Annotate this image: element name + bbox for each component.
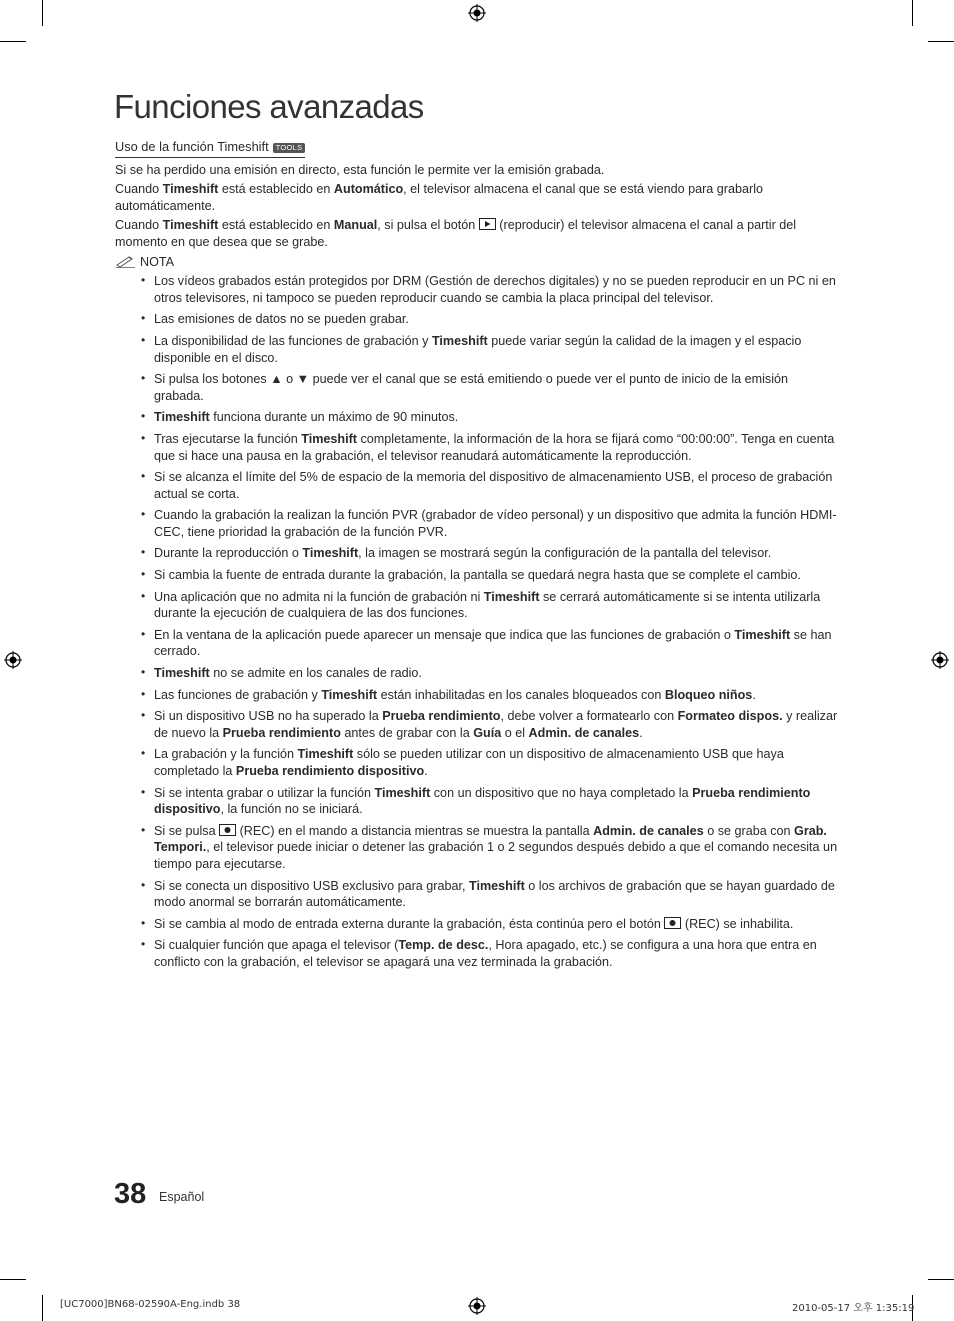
list-item	[141, 784, 840, 818]
bold-term: Prueba rendimiento dispositivo	[235, 764, 425, 778]
crop-mark	[0, 41, 26, 42]
text-run: .	[639, 725, 643, 740]
text-run: se han cerrado.	[154, 627, 832, 659]
bullet-icon: •	[141, 507, 146, 522]
text-run: Una aplicación que no admita ni la función de grabación ni	[154, 589, 484, 604]
text-run: Si se cambia al modo de entrada externa durante la grabación, ésta continúa pero el botón	[154, 916, 665, 931]
note-pencil-icon	[115, 255, 137, 268]
note-text: Si se alcanza el límite del 5% de espacio de la memoria del dispositivo de almacenamiento USB, el proceso de grabación actual se corta.	[154, 470, 833, 501]
text-run: Tras ejecutarse la función	[154, 431, 302, 446]
bullet-icon: •	[141, 588, 146, 603]
list-item	[141, 567, 840, 584]
text-run: se cerrará automáticamente si se intenta utilizarla durante la ejecución de cualquiera de las dos funciones.	[154, 589, 821, 621]
text-run: Si se conecta un dispositivo USB exclusivo para grabar,	[154, 878, 470, 893]
text-run: , la función no se iniciará.	[220, 802, 363, 817]
bold-term: Timeshift	[321, 687, 378, 702]
bold-term: Formateo dispos.	[677, 709, 783, 724]
list-item	[141, 665, 840, 682]
bullet-icon: •	[141, 915, 146, 930]
bold-term: Timeshift	[302, 546, 359, 561]
bold-term: Prueba rendimiento	[222, 725, 341, 740]
text-run: está establecido en	[218, 218, 334, 233]
bullet-icon: •	[141, 937, 146, 952]
auto-paragraph	[115, 181, 840, 214]
note-text: Si cambia la fuente de entrada durante la grabación, la pantalla se quedará negra hasta que se complete el cambio.	[154, 568, 801, 583]
text-run: , la imagen se mostrará según la configuración de la pantalla del televisor.	[358, 546, 772, 561]
text-run: , debe volver a formatearlo con	[500, 709, 678, 724]
bullet-icon: •	[141, 430, 146, 445]
text-run: Si cualquier función que apaga el televisor (	[154, 938, 399, 953]
text-run: sólo se pueden utilizar con un dispositivo de almacenamiento USB que haya completado la	[154, 747, 784, 778]
page-title: Funciones avanzadas	[114, 88, 424, 125]
text-run: .	[424, 764, 428, 778]
list-item	[141, 626, 840, 660]
section-heading-text: Uso de la función Timeshift	[115, 139, 269, 154]
intro-paragraph: Si se ha perdido una emisión en directo, esta función le permite ver la emisión grabada.	[115, 162, 605, 177]
list-item	[141, 371, 840, 404]
page-language: Español	[159, 1190, 205, 1204]
text-run: y realizar de nuevo la	[154, 709, 838, 740]
bullet-icon: •	[141, 469, 146, 484]
list-item	[141, 746, 840, 779]
text-run: Si un dispositivo USB no ha superado la	[154, 709, 383, 724]
bold-term: Timeshift	[469, 878, 525, 893]
list-item	[141, 311, 840, 328]
bold-term: Temp. de desc.	[398, 938, 489, 953]
list-item	[141, 409, 840, 426]
crop-mark	[912, 0, 913, 26]
bold-term: Timeshift	[301, 431, 357, 446]
text-run: puede variar según la calidad de la imagen y el espacio disponible en el disco.	[154, 333, 802, 365]
list-item	[141, 430, 840, 464]
section-heading	[115, 139, 305, 158]
text-run: En la ventana de la aplicación puede aparecer un mensaje que indica que las funciones de grabación o	[154, 627, 735, 642]
text-run: Cuando	[115, 218, 163, 233]
manual-paragraph	[115, 217, 840, 250]
list-item	[141, 822, 840, 873]
text-run: Si se intenta grabar o utilizar la función	[154, 785, 375, 800]
text-run: , el televisor puede iniciar o detener las grabación 1 o 2 segundos después debido a que el comando necesita un tiempo para ejecutarse.	[154, 840, 838, 871]
crop-mark	[928, 1279, 954, 1280]
page-number: 38	[114, 1178, 147, 1210]
bold-term: Automático	[333, 182, 404, 197]
crop-mark	[0, 1279, 26, 1280]
bullet-icon: •	[141, 311, 146, 326]
bold-term: Admin. de canales	[593, 823, 704, 838]
text-run: con un dispositivo que no haya completado la	[430, 785, 693, 800]
text-run: (reproducir) el televisor almacena el canal a partir del momento en que desea que se grabe.	[115, 218, 797, 249]
bold-term: Bloqueo niños	[664, 687, 753, 702]
crop-mark	[928, 41, 954, 42]
list-item	[141, 915, 840, 933]
text-run: (REC) se inhabilita.	[681, 916, 794, 931]
text-run: .	[752, 687, 756, 702]
bullet-icon: •	[141, 545, 146, 560]
bullet-icon: •	[141, 665, 146, 680]
registration-mark-icon	[468, 4, 486, 22]
crop-mark	[42, 1295, 43, 1321]
bold-term: Timeshift	[431, 333, 488, 348]
print-slug-file: [UC7000]BN68-02590A-Eng.indb 38	[60, 1299, 241, 1310]
text-run: o los archivos de grabación que se hayan guardado de modo anormal se borrarán automáticamente.	[154, 878, 835, 910]
text-run: completamente, la información de la hora se fijará como “00:00:00”. Tenga en cuenta que si hace una pausa en la grabación, el televisor reanudará automáticamente la reproducción.	[154, 431, 835, 463]
note-text: Cuando la grabación la realizan la función PVR (grabador de vídeo personal) y un dispositivo que admita la función HDMI-CEC, tiene prioridad la grabación de la función PVR.	[154, 508, 837, 539]
rec-button-icon	[664, 917, 681, 929]
bold-term: Timeshift	[154, 410, 210, 425]
list-item	[141, 937, 840, 970]
crop-mark	[42, 0, 43, 26]
text-run: o el	[501, 725, 529, 740]
bold-term: Prueba rendimiento	[382, 709, 501, 724]
text-run: , si pulsa el botón	[377, 218, 479, 233]
bold-term: Timeshift	[162, 218, 219, 233]
note-label-text: NOTA	[140, 254, 175, 269]
play-button-icon	[479, 218, 496, 230]
bullet-icon: •	[141, 784, 146, 799]
text-run: La disponibilidad de las funciones de grabación y	[154, 333, 432, 348]
list-item	[141, 545, 840, 562]
list-item	[141, 686, 840, 704]
bullet-icon: •	[141, 746, 146, 761]
text-run: , el televisor almacena el canal que se está viendo para grabarlo automáticamente.	[115, 182, 764, 213]
text-run: Si se pulsa	[154, 823, 220, 838]
list-item	[141, 708, 840, 741]
bullet-icon: •	[141, 371, 146, 386]
bold-term: Guía	[473, 725, 502, 740]
text-run: Las funciones de grabación y	[154, 687, 322, 702]
text-run: están inhabilitadas en los canales bloqueados con	[377, 687, 665, 702]
bold-term: Timeshift	[483, 589, 540, 604]
note-text: Las emisiones de datos no se pueden grabar.	[154, 312, 409, 327]
text-run: está establecido en	[218, 182, 334, 197]
text-run: (REC) en el mando a distancia mientras se muestra la pantalla	[236, 823, 594, 838]
text-run: , Hora apagado, etc.) se configura a una hora que entra en conflicto con la grabación, el televisor se apagará una vez terminada la grabación.	[154, 938, 817, 969]
bold-term: Timeshift	[734, 627, 791, 642]
text-run: Durante la reproducción o	[154, 546, 303, 561]
bold-term: Admin. de canales	[528, 725, 640, 740]
note-text: Si pulsa los botones ▲ o ▼ puede ver el canal que se está emitiendo o puede ver el punto de inicio de la emisión grabada.	[154, 372, 789, 403]
registration-mark-icon	[468, 1297, 486, 1315]
note-text: Los vídeos grabados están protegidos por DRM (Gestión de derechos digitales) y no se pueden reproducir en un PC ni en otros televisores, ni tampoco se pueden reproducir cuando se cambia la placa principal del televisor.	[154, 274, 836, 305]
bold-term: Timeshift	[297, 747, 354, 762]
text-run: o se graba con	[703, 823, 795, 838]
text-run: no se admite en los canales de radio.	[209, 666, 422, 681]
text-run: Cuando	[115, 182, 163, 197]
list-item	[141, 507, 840, 540]
bold-term: Timeshift	[162, 182, 219, 197]
bold-term: Timeshift	[154, 666, 210, 681]
bold-term: Prueba rendimiento dispositivo	[154, 785, 811, 817]
rec-button-icon	[219, 824, 236, 836]
bold-term: Grab. Tempori.	[154, 823, 827, 855]
notes-list	[115, 273, 840, 970]
bold-term: Manual	[333, 218, 378, 233]
list-item	[141, 588, 840, 622]
bullet-icon: •	[141, 686, 146, 701]
registration-mark-icon	[4, 651, 22, 669]
bullet-icon: •	[141, 626, 146, 641]
list-item	[141, 332, 840, 366]
bold-term: Timeshift	[374, 785, 431, 800]
text-run: antes de grabar con la	[340, 725, 474, 740]
list-item	[141, 273, 840, 306]
note-label	[115, 254, 840, 271]
registration-mark-icon	[931, 651, 949, 669]
text-run: La grabación y la función	[154, 747, 298, 762]
bullet-icon: •	[141, 409, 146, 424]
main-content	[115, 139, 840, 976]
bullet-icon: •	[141, 822, 146, 837]
list-item	[141, 469, 840, 502]
print-slug-date: 2010-05-17 오후 1:35:19	[792, 1303, 915, 1314]
bullet-icon: •	[141, 708, 146, 723]
tools-badge: TOOLS	[273, 143, 306, 153]
bullet-icon: •	[141, 877, 146, 892]
bullet-icon: •	[141, 332, 146, 347]
list-item	[141, 877, 840, 911]
bullet-icon: •	[141, 273, 146, 288]
text-run: funciona durante un máximo de 90 minutos.	[209, 410, 459, 425]
bullet-icon: •	[141, 567, 146, 582]
